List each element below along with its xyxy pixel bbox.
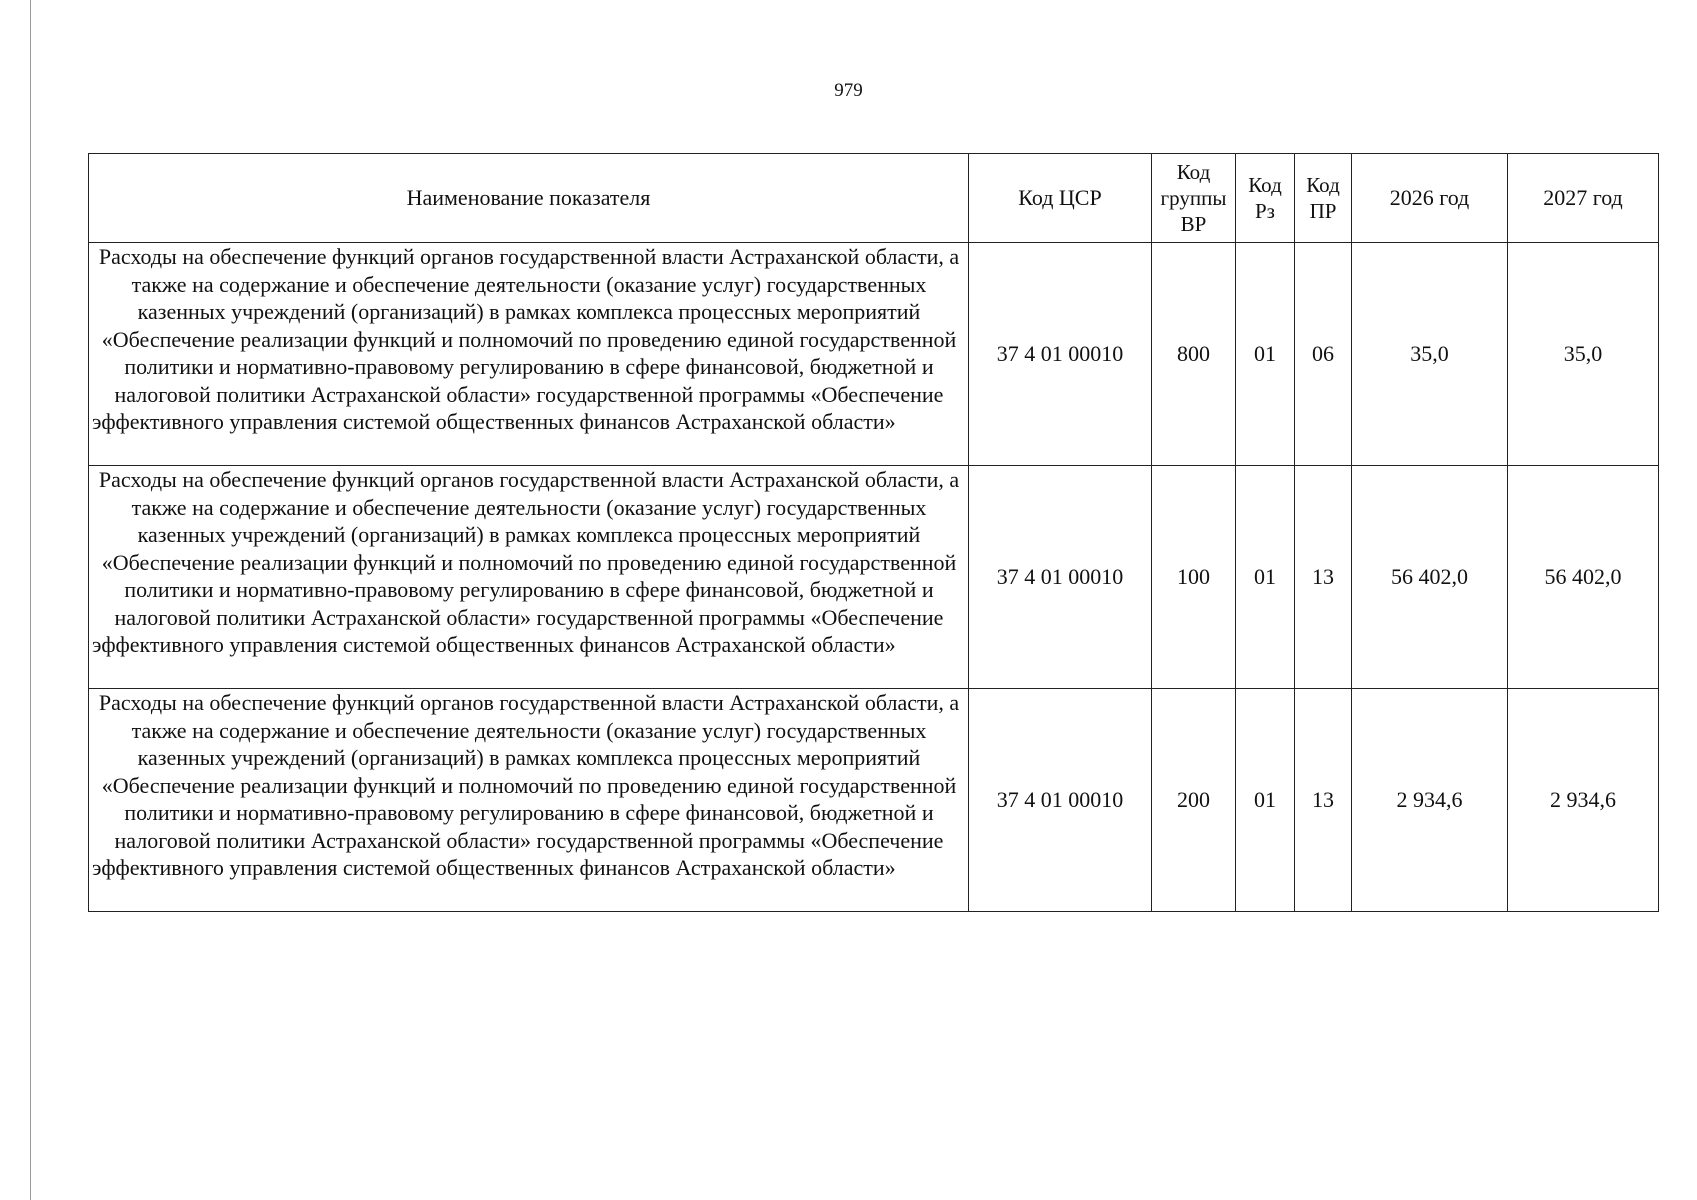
- budget-table: [88, 153, 1659, 912]
- row-amount-2026: 56 402,0: [1352, 466, 1508, 689]
- header-csr-code: Код ЦСР: [969, 154, 1152, 243]
- header-pr-code: Код ПР: [1295, 154, 1352, 243]
- row-pr-code: 13: [1295, 466, 1352, 689]
- row-amount-2027: 35,0: [1508, 243, 1659, 466]
- row-rz-code: 01: [1236, 243, 1295, 466]
- row-amount-2027: 2 934,6: [1508, 689, 1659, 912]
- row-name: Расходы на обеспечение функций органов государственной власти Астраханской области, а также на содержание и обеспечение деятельности (оказание услуг) государственных казенных учреждений (организаций) в рамках комплекса процессных мероприятий «Обеспечение реализации функций и полномочий по проведению единой государственной политики и нормативно-правовому регулированию в сфере финансовой, бюджетной и налоговой политики Астраханской области» государственной программы «Обеспечение эффективного управления системой общественных финансов Астраханской области»: [89, 243, 969, 466]
- table-row: [89, 243, 1659, 466]
- header-year-2026: 2026 год: [1352, 154, 1508, 243]
- row-pr-code: 06: [1295, 243, 1352, 466]
- row-name: Расходы на обеспечение функций органов государственной власти Астраханской области, а также на содержание и обеспечение деятельности (оказание услуг) государственных казенных учреждений (организаций) в рамках комплекса процессных мероприятий «Обеспечение реализации функций и полномочий по проведению единой государственной политики и нормативно-правовому регулированию в сфере финансовой, бюджетной и налоговой политики Астраханской области» государственной программы «Обеспечение эффективного управления системой общественных финансов Астраханской области»: [89, 689, 969, 912]
- row-vr-code: 200: [1152, 689, 1236, 912]
- row-vr-code: 100: [1152, 466, 1236, 689]
- row-amount-2026: 2 934,6: [1352, 689, 1508, 912]
- row-rz-code: 01: [1236, 689, 1295, 912]
- row-vr-code: 800: [1152, 243, 1236, 466]
- header-name: Наименование показателя: [89, 154, 969, 243]
- row-name: Расходы на обеспечение функций органов государственной власти Астраханской области, а также на содержание и обеспечение деятельности (оказание услуг) государственных казенных учреждений (организаций) в рамках комплекса процессных мероприятий «Обеспечение реализации функций и полномочий по проведению единой государственной политики и нормативно-правовому регулированию в сфере финансовой, бюджетной и налоговой политики Астраханской области» государственной программы «Обеспечение эффективного управления системой общественных финансов Астраханской области»: [89, 466, 969, 689]
- header-rz-code: Код Рз: [1236, 154, 1295, 243]
- header-vr-code: Код группы ВР: [1152, 154, 1236, 243]
- row-pr-code: 13: [1295, 689, 1352, 912]
- row-csr-code: 37 4 01 00010: [969, 466, 1152, 689]
- scan-edge-line: [30, 0, 31, 1200]
- page-number: 979: [834, 80, 863, 101]
- row-csr-code: 37 4 01 00010: [969, 243, 1152, 466]
- row-rz-code: 01: [1236, 466, 1295, 689]
- table-header-row: [89, 154, 1659, 243]
- row-amount-2026: 35,0: [1352, 243, 1508, 466]
- table-row: [89, 689, 1659, 912]
- header-year-2027: 2027 год: [1508, 154, 1659, 243]
- table-row: [89, 466, 1659, 689]
- row-amount-2027: 56 402,0: [1508, 466, 1659, 689]
- row-csr-code: 37 4 01 00010: [969, 689, 1152, 912]
